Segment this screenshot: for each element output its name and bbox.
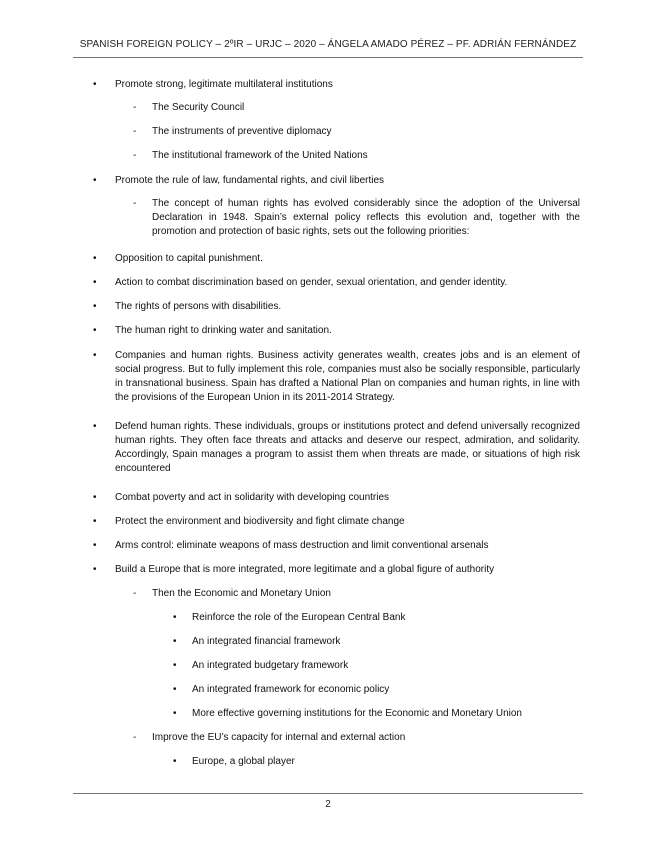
bullet-marker: • — [93, 79, 97, 90]
header-rule — [73, 57, 583, 58]
list-item-text: An integrated financial framework — [192, 636, 341, 647]
bullet-marker: • — [93, 564, 97, 575]
dash-marker: - — [133, 102, 137, 113]
dash-marker: - — [133, 126, 137, 137]
dash-marker: - — [133, 150, 137, 161]
list-item-text: Action to combat discrimination based on gender, sexual orientation, and gender identity. — [115, 277, 508, 288]
list-item-text: The instruments of preventive diplomacy — [152, 126, 332, 137]
list-item-text: An integrated framework for economic policy — [192, 684, 390, 695]
list-item-text: Defend human rights. These individuals, groups or institutions protect and defend universally recognized human rights. They often face threats and attacks and deserve our respect, admiration, and solidarity. Accordingly, Spain manages a program to assist them when threats are made, or situations of high risk encountered — [115, 421, 580, 474]
bullet-marker: • — [173, 612, 177, 623]
bullet-marker: • — [93, 253, 97, 264]
list-item-text: More effective governing institutions for the Economic and Monetary Union — [192, 708, 522, 719]
bullet-marker: • — [93, 492, 97, 503]
running-header: SPANISH FOREIGN POLICY – 2ºIR – URJC – 2020 – ÁNGELA AMADO PÉREZ – PF. ADRIÁN FERNÁNDEZ — [79, 39, 577, 50]
dash-marker: - — [133, 588, 137, 599]
list-item-text: The human right to drinking water and sanitation. — [115, 325, 332, 336]
bullet-marker: • — [173, 708, 177, 719]
dash-marker: - — [133, 732, 137, 743]
bullet-marker: • — [173, 684, 177, 695]
list-item-text: The Security Council — [152, 102, 245, 113]
list-item-text: Reinforce the role of the European Central Bank — [192, 612, 406, 623]
bullet-marker: • — [173, 636, 177, 647]
bullet-marker: • — [93, 516, 97, 527]
footer-rule — [73, 793, 583, 794]
bullet-marker: • — [173, 756, 177, 767]
list-item-text: Companies and human rights. Business activity generates wealth, creates jobs and is an element of social progress. But to fully implement this role, companies must also be socially responsible, particularly in transnational business. Spain has drafted a National Plan on companies and human rights, in line with the provisions of the European Union in its 2011-2014 Strategy. — [115, 350, 580, 403]
list-item-text: Arms control: eliminate weapons of mass destruction and limit conventional arsenals — [115, 540, 489, 551]
dash-marker: - — [133, 198, 137, 209]
list-item-text: The concept of human rights has evolved considerably since the adoption of the Universal Declaration in 1948. Spain’s external policy reflects this evolution and, together with the promotion and protection of basic rights, sets out the following priorities: — [152, 198, 580, 237]
bullet-marker: • — [173, 660, 177, 671]
list-item-text: Build a Europe that is more integrated, more legitimate and a global figure of authority — [115, 564, 495, 575]
list-item-text: An integrated budgetary framework — [192, 660, 349, 671]
list-item-text: Europe, a global player — [192, 756, 295, 767]
list-item-text: Opposition to capital punishment. — [115, 253, 263, 264]
list-item-text: Promote the rule of law, fundamental rights, and civil liberties — [115, 175, 385, 186]
list-item-text: The institutional framework of the United Nations — [152, 150, 368, 161]
bullet-marker: • — [93, 350, 97, 361]
list-item-text: Promote strong, legitimate multilateral institutions — [115, 79, 333, 90]
bullet-marker: • — [93, 540, 97, 551]
bullet-marker: • — [93, 421, 97, 432]
bullet-marker: • — [93, 301, 97, 312]
list-item-text: Improve the EU’s capacity for internal and external action — [152, 732, 406, 743]
list-item-text: Protect the environment and biodiversity and fight climate change — [115, 516, 405, 527]
bullet-marker: • — [93, 325, 97, 336]
list-item-text: The rights of persons with disabilities. — [115, 301, 282, 312]
page-number: 2 — [325, 799, 331, 810]
list-item-text: Then the Economic and Monetary Union — [152, 588, 331, 599]
list-item-text: Combat poverty and act in solidarity with developing countries — [115, 492, 390, 503]
bullet-marker: • — [93, 175, 97, 186]
bullet-marker: • — [93, 277, 97, 288]
